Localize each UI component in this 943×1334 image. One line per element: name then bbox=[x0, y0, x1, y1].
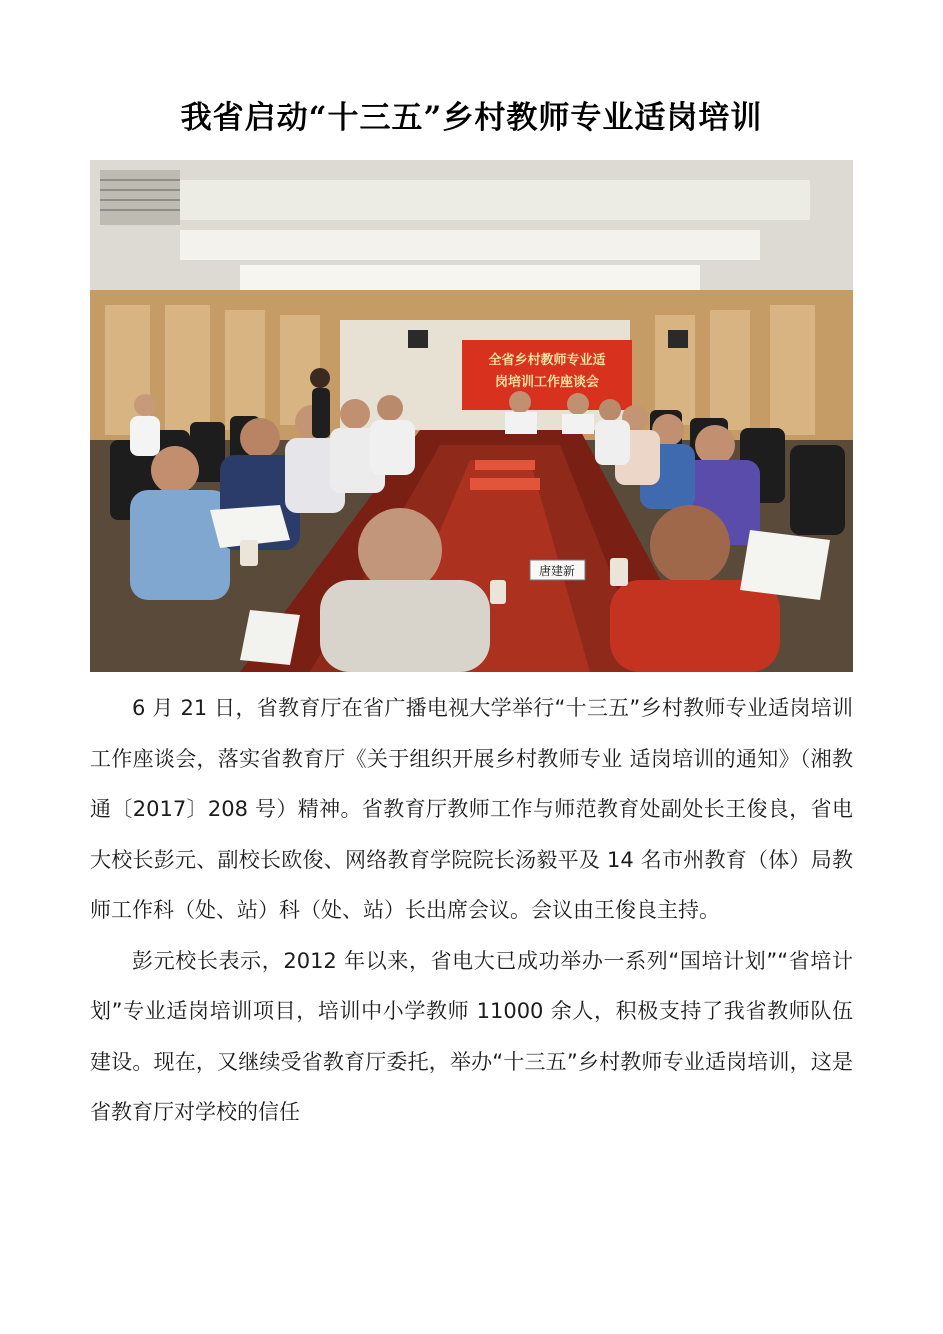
nameplate-text: 唐建新 bbox=[538, 564, 576, 578]
banner-line1: 全省乡村教师专业适 bbox=[488, 353, 606, 368]
meeting-photo bbox=[90, 160, 853, 672]
paragraph-2: 彭元校长表示，2012 年以来，省电大已成功举办一系列“国培计划”“省培计划”专业适岗培训项目，培训中小学教师 11000 余人，积极支持了我省教师队伍建设。现在，又继续受省教育厅委托，举办“十三五”乡村教师专业适岗培训，这是省教育厅对学校的信任 bbox=[90, 948, 853, 1124]
page-title: 我省启动“十三五”乡村教师专业适岗培训 bbox=[180, 100, 763, 136]
article-body bbox=[90, 683, 853, 1138]
banner-line2: 岗培训工作座谈会 bbox=[494, 375, 600, 390]
paragraph-1: 6 月 21 日，省教育厅在省广播电视大学举行“十三五”乡村教师专业适岗培训工作座谈会，落实省教育厅《关于组织开展乡村教师专业 适岗培训的通知》（湘教通〔2017〕208 号）精神。省教育厅教师工作与师范教育处副处长王俊良，省电大校长彭元、副校长欧俊、网络教育学院院长汤毅平及 14 名市州教育（体）局教师工作科（处、站）科（处、站）长出席会议。会议由王俊良主持。 bbox=[90, 696, 853, 922]
